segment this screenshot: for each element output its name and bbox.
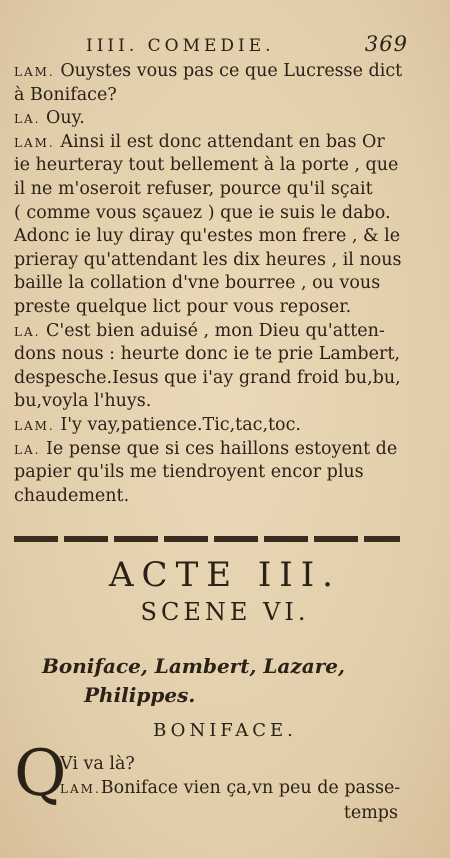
speaker-abbrev: LA.: [14, 324, 41, 339]
line-text: Ouy.: [40, 108, 85, 129]
line-text: baille la collation d'vne bourree , ou vous: [14, 273, 381, 294]
text-line: [14, 320, 410, 344]
text-line: [14, 131, 410, 155]
line-text: Ouystes vous pas ce que Lucresse dict: [54, 61, 403, 81]
line-text: I'y vay,patience.Tic,tac,toc.: [54, 414, 301, 435]
line-text: Ainsi il est donc attendant en bas Or: [54, 131, 385, 152]
speaker-abbrev: LAM.: [14, 65, 55, 79]
ornamental-divider: [14, 536, 400, 542]
speaker-abbrev: LAM.: [14, 135, 55, 150]
character-list-line: Boniface, Lambert, Lazare,: [42, 654, 345, 678]
text-line: [14, 178, 410, 202]
character-list: [42, 652, 382, 710]
drop-cap: Q: [14, 737, 67, 811]
speaker-abbrev: LA.: [14, 442, 41, 457]
text-line: [14, 202, 410, 226]
act-title: ACTE III.: [109, 555, 341, 595]
line-text: bu,voyla l'huys.: [14, 391, 152, 412]
line-text: ( comme vous sçauez ) que ie suis le dabo.: [14, 202, 391, 223]
text-line: [14, 60, 410, 84]
text-line: [14, 367, 410, 391]
text-line: [14, 225, 410, 249]
line-text: prieray qu'attendant les dix heures , il nous: [14, 249, 402, 270]
line-text: Ie pense que si ces haillons estoyent de: [40, 438, 398, 459]
line-text: despesche.Iesus que i'ay grand froid bu,bu,: [14, 367, 401, 388]
text-line: [14, 485, 410, 509]
text-line: [14, 343, 410, 367]
text-line: [14, 107, 410, 131]
text-line: [14, 154, 410, 178]
text-line: [14, 84, 410, 108]
line-text: papier qu'ils me tiendroyent encor plus: [14, 462, 364, 483]
character-list-line: Philippes.: [84, 683, 196, 707]
opening-line: Vi va là?: [60, 754, 135, 774]
text-line: [14, 272, 410, 296]
text-line: [14, 249, 410, 273]
speaker-heading: BONIFACE.: [153, 720, 297, 741]
dialogue-text: [14, 60, 410, 508]
line-text: dons nous : heurte donc ie te prie Lambert,: [14, 344, 400, 365]
line-text: Boniface vien ça,vn peu de passe-: [100, 778, 401, 798]
opening-line: [60, 776, 410, 801]
running-title: IIII. COMEDIE.: [86, 36, 275, 56]
scene-title: SCENE VI.: [140, 598, 310, 626]
text-line: [14, 461, 410, 485]
line-text: chaudement.: [14, 485, 130, 506]
line-text: preste quelque lict pour vous reposer.: [14, 296, 352, 317]
line-text: ie heurteray tout bellement à la porte , que: [14, 155, 399, 176]
line-text: Adonc ie luy diray qu'estes mon frere , & le: [14, 226, 401, 247]
page-number: 369: [364, 32, 408, 56]
speaker-abbrev: LA.: [14, 112, 41, 127]
speaker-abbrev: LAM.: [60, 782, 101, 796]
opening-lines: [60, 752, 410, 825]
text-line: [14, 414, 410, 438]
text-line: [14, 390, 410, 414]
page-header: [86, 32, 408, 58]
line-text: C'est bien aduisé , mon Dieu qu'atten-: [40, 320, 385, 341]
text-line: [14, 296, 410, 320]
opening-line: temps: [343, 803, 398, 823]
line-text: à Boniface?: [14, 84, 117, 105]
line-text: il ne m'oseroit refuser, pource qu'il sçait: [14, 178, 373, 199]
speaker-abbrev: LAM.: [14, 418, 55, 433]
text-line: [14, 438, 410, 462]
